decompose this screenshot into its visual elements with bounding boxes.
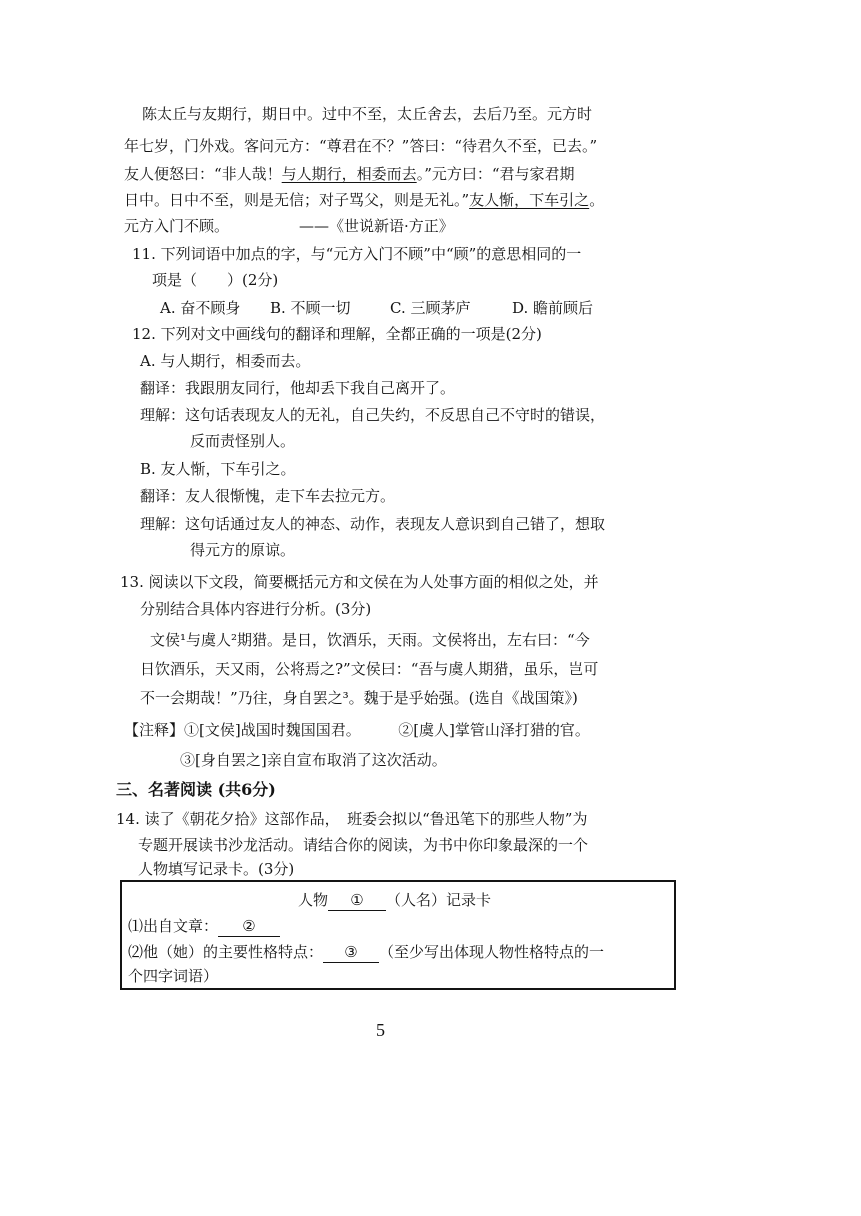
q12-a-translation: 翻译：我跟朋友同行，他却丢下我自己离开了。 xyxy=(140,379,456,397)
card-row-1 xyxy=(128,916,280,937)
underlined-sentence-a: 与人期行，相委而去 xyxy=(281,165,417,183)
passage-line-1: 陈太丘与友期行，期日中。过中不至，太丘舍去，去后乃至。元方时 xyxy=(142,105,593,123)
q13-note-2: ③[身自罢之]亲自宣布取消了这次活动。 xyxy=(180,751,447,769)
underlined-sentence-b: 友人惭，下车引之 xyxy=(469,191,590,209)
q13-text-line-1: 文侯¹与虞人²期猎。是日，饮酒乐，天雨。文侯将出，左右曰：“今 xyxy=(150,631,590,649)
q13-text-line-2: 日饮酒乐，天又雨，公将焉之?”文侯曰：“吾与虞人期猎，虽乐，岂可 xyxy=(140,660,599,678)
q12-b-understanding-cont: 得元方的原谅。 xyxy=(190,541,296,559)
blank-1[interactable]: ① xyxy=(328,890,386,911)
section-3-title: 三、名著阅读 (共6分) xyxy=(116,780,276,799)
q14-line-1: 14. 读了《朝花夕拾》这部作品， 班委会拟以“鲁迅笔下的那些人物”为 xyxy=(116,810,588,828)
record-card xyxy=(120,880,676,990)
q13-note-1: 【注释】①[文侯]战国时魏国国君。 ②[虞人]掌管山泽打猎的官。 xyxy=(124,721,590,739)
card-row-2-label: ⑵他（她）的主要性格特点： xyxy=(128,943,324,961)
passage-text: 友人便怒曰：“非人哉！ xyxy=(124,165,282,183)
q11-stem: 11. 下列词语中加点的字，与“元方入门不顾”中“顾”的意思相同的一 xyxy=(132,245,582,263)
q12-option-b[interactable]: B. 友人惭，下车引之。 xyxy=(140,460,296,478)
q11-option-d[interactable]: D. 瞻前顾后 xyxy=(512,299,594,317)
passage-line-3 xyxy=(124,164,575,184)
q13-stem-cont: 分别结合具体内容进行分析。(3分) xyxy=(140,600,372,618)
blank-3[interactable]: ③ xyxy=(323,942,379,963)
card-title-prefix: 人物 xyxy=(298,891,329,909)
q12-stem: 12. 下列对文中画线句的翻译和理解，全都正确的一项是(2分) xyxy=(132,325,542,343)
passage-source: ——《世说新语·方正》 xyxy=(299,217,454,235)
card-row-2 xyxy=(128,942,604,963)
q11-option-b[interactable]: B. 不顾一切 xyxy=(270,299,351,317)
card-title xyxy=(298,890,491,911)
q12-a-understanding-cont: 反而责怪别人。 xyxy=(190,432,296,450)
q12-option-a[interactable]: A. 与人期行，相委而去。 xyxy=(140,352,311,370)
passage-text: 日中。日中不至，则是无信；对子骂父，则是无礼。” xyxy=(124,191,470,209)
q12-b-translation: 翻译：友人很惭愧，走下车去拉元方。 xyxy=(140,487,396,505)
card-row-2-cont: 个四字词语） xyxy=(128,967,219,985)
passage-line-4 xyxy=(124,190,604,210)
passage-text: 。”元方曰：“君与家君期 xyxy=(416,165,575,183)
q11-option-a[interactable]: A. 奋不顾身 xyxy=(160,299,241,317)
q13-stem: 13. 阅读以下文段，简要概括元方和文侯在为人处事方面的相似之处，并 xyxy=(120,573,599,591)
q14-line-2: 专题开展读书沙龙活动。请结合你的阅读，为书中你印象最深的一个 xyxy=(138,836,589,854)
page-number: 5 xyxy=(376,1020,385,1040)
q12-b-understanding: 理解：这句话通过友人的神态、动作，表现友人意识到自己错了，想取 xyxy=(140,515,606,533)
card-title-suffix: （人名）记录卡 xyxy=(386,891,492,909)
q12-a-understanding: 理解：这句话表现友人的无礼，自己失约，不反思自己不守时的错误， xyxy=(140,406,606,424)
q11-options xyxy=(160,298,593,318)
card-row-1-label: ⑴出自文章： xyxy=(128,917,219,935)
passage-text: 元方入门不顾。 xyxy=(124,217,230,235)
passage-line-5 xyxy=(124,216,454,236)
q13-text-line-3: 不一会期哉！”乃往，身自罢之³。魏于是乎始强。(选自《战国策》) xyxy=(140,689,578,707)
card-row-2-note: （至少写出体现人物性格特点的一 xyxy=(379,943,605,961)
q11-option-c[interactable]: C. 三顾茅庐 xyxy=(390,299,471,317)
q11-stem-cont: 项是（ ）(2分) xyxy=(152,271,279,289)
q14-line-3: 人物填写记录卡。(3分) xyxy=(138,860,295,878)
passage-line-2: 年七岁，门外戏。客问元方：“尊君在不？”答曰：“待君久不至，已去。” xyxy=(124,137,598,155)
blank-2[interactable]: ② xyxy=(218,916,280,937)
passage-text: 。 xyxy=(589,191,605,209)
